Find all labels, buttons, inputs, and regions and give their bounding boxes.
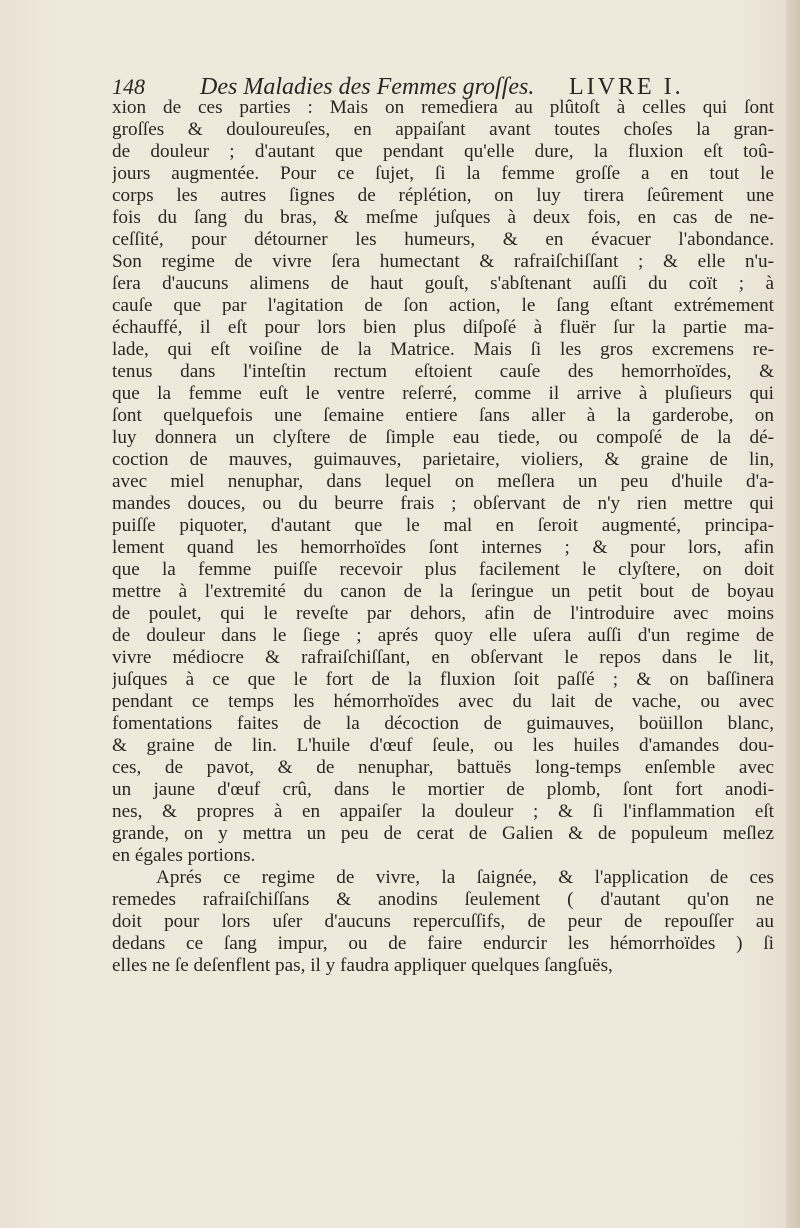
text-line: tenus dans l'inteſtin rectum eſtoient cauſe des hemorrhoïdes, & <box>112 361 774 382</box>
text-line: un jaune d'œuf crû, dans le mortier de plomb, ſont fort anodi- <box>112 779 774 800</box>
text-line: de douleur ; d'autant que pendant qu'elle dure, la fluxion eſt toû- <box>112 141 774 162</box>
text-line: doit pour lors uſer d'aucuns repercuſſifs, de peur de repouſſer au <box>112 911 774 932</box>
text-line: échauffé, il eſt pour lors bien plus diſpoſé à fluër ſur la partie ma- <box>112 317 774 338</box>
text-line: vivre médiocre & rafraiſchiſſant, en obſervant le repos dans le lit, <box>112 647 774 668</box>
text-line: remedes rafraiſchiſſans & anodins ſeulement ( d'autant qu'on ne <box>112 889 774 910</box>
text-line: corps les autres ſignes de réplétion, on luy tirera ſeûrement une <box>112 185 774 206</box>
text-line: en égales portions. <box>112 845 256 866</box>
running-title: Des Maladies des Femmes groſſes. <box>200 74 535 100</box>
text-line: nes, & propres à en appaiſer la douleur ; & ſi l'inflammation eſt <box>112 801 774 822</box>
text-line: fomentations faites de la décoction de guimauves, boüillon blanc, <box>112 713 774 734</box>
text-line: lade, qui eſt voiſine de la Matrice. Mais ſi les gros excremens re- <box>112 339 774 360</box>
text-line: Aprés ce regime de vivre, la ſaignée, & l'application de ces <box>156 867 774 888</box>
text-line: elles ne ſe deſenflent pas, il y faudra appliquer quelques ſangſuës, <box>112 955 613 976</box>
text-line: mandes douces, ou du beurre frais ; obſervant de n'y rien mettre qui <box>112 493 774 514</box>
text-line: que la femme euſt le ventre reſerré, comme il arrive à pluſieurs qui <box>112 383 774 404</box>
text-line: coction de mauves, guimauves, parietaire, violiers, & graine de lin, <box>112 449 774 470</box>
book-label: LIVRE I. <box>569 74 684 100</box>
text-line: de douleur dans le ſiege ; aprés quoy elle uſera auſſi d'un regime de <box>112 625 774 646</box>
text-line: Son regime de vivre ſera humectant & rafraiſchiſſant ; & elle n'u- <box>112 251 774 272</box>
text-line: de poulet, qui le reveſte par dehors, afin de l'introduire avec moins <box>112 603 774 624</box>
text-line: jours augmentée. Pour ce ſujet, ſi la femme groſſe a en tout le <box>112 163 774 184</box>
page-edge <box>786 0 800 1228</box>
text-line: lement quand les hemorrhoïdes ſont internes ; & pour lors, afin <box>112 537 774 558</box>
page-number: 148 <box>112 74 145 99</box>
text-line: dedans ce ſang impur, ou de faire endurcir les hémorrhoïdes ) ſi <box>112 933 774 954</box>
text-line: ces, de pavot, & de nenuphar, battuës long-temps enſemble avec <box>112 757 774 778</box>
text-line: avec miel nenuphar, dans lequel on meſlera un peu d'huile d'a- <box>112 471 774 492</box>
text-line: pendant ce temps les hémorrhoïdes avec du lait de vache, ou avec <box>112 691 774 712</box>
text-line: cauſe que par l'agitation de ſon action, le ſang eſtant extrémement <box>112 295 774 316</box>
text-line: que la femme puiſſe recevoir plus facilement le clyſtere, on doit <box>112 559 774 580</box>
text-line: puiſſe piquoter, d'autant que le mal en ſeroit augmenté, principa- <box>112 515 774 536</box>
text-line: luy donnera un clyſtere de ſimple eau tiede, ou compoſé de la dé- <box>112 427 774 448</box>
text-line: ceſſité, pour détourner les humeurs, & en évacuer l'abondance. <box>112 229 774 250</box>
text-line: fois du ſang du bras, & meſme juſques à deux fois, en cas de ne- <box>112 207 774 228</box>
text-line: grande, on y mettra un peu de cerat de Galien & de populeum meſlez <box>112 823 774 844</box>
text-line: ſera d'aucuns alimens de haut gouſt, s'abſtenant auſſi du coït ; à <box>112 273 774 294</box>
body-text <box>112 97 774 977</box>
text-line: juſques à ce que le fort de la fluxion ſoit paſſé ; & on baſſinera <box>112 669 774 690</box>
text-line: & graine de lin. L'huile d'œuf ſeule, ou les huiles d'amandes dou- <box>112 735 774 756</box>
text-line: mettre à l'extremité du canon de la ſeringue un petit bout de boyau <box>112 581 774 602</box>
text-line: groſſes & douloureuſes, en appaiſant avant toutes choſes la gran- <box>112 119 774 140</box>
text-line: xion de ces parties : Mais on remediera au plûtoſt à celles qui ſont <box>112 97 774 118</box>
text-line: ſont quelquefois une ſemaine entiere ſans aller à la garderobe, on <box>112 405 774 426</box>
